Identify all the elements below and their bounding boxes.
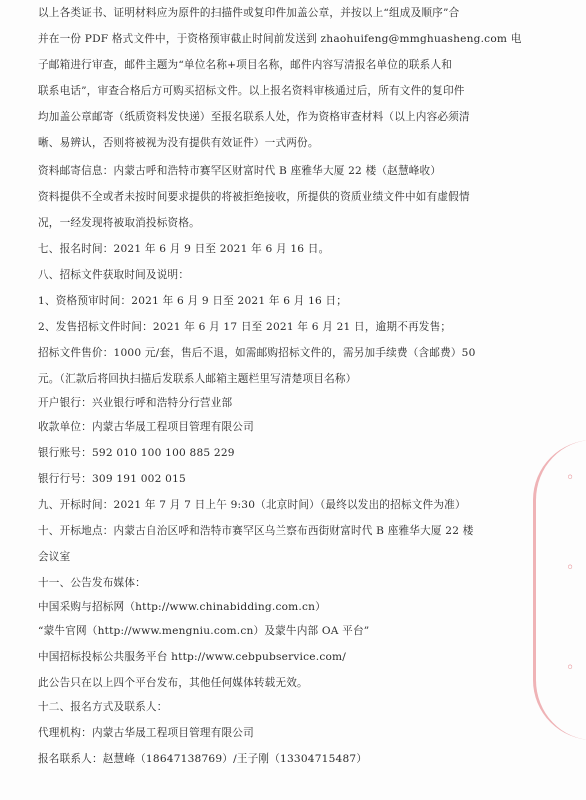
text-line: 1、资格预审时间：2021 年 6 月 9 日至 2021 年 6 月 16 日； [38,295,348,307]
text-line: 均加盖公章邮寄（纸质资料发快递）至报名联系人处，作为资格审查材料（以上内容必须清 [38,111,470,123]
text-line: 联系电话”，审查合格后方可购买招标文件。以上报名资料审核通过后，所有文件的复印件 [38,85,465,97]
text-line: 收款单位：内蒙古华晟工程项目管理有限公司 [38,421,254,433]
text-line: 以上各类证书、证明材料应为原件的扫描件或复印件加盖公章，并按以上“组成及顺序”合 [38,7,460,19]
text-line: 元。（汇款后将回执扫描后发联系人邮箱主题栏里写清楚项目名称） [38,373,357,385]
text-line: 十二、报名方式及联系人： [38,701,168,713]
text-line: “蒙牛官网（http://www.mengniu.com.cn）及蒙牛内部 OA 平台” [38,625,370,637]
text-line: 八、招标文件获取时间及说明： [38,269,190,281]
text-line: 十一、公告发布媒体： [38,577,146,589]
text-line: 晰、易辨认，否则将被视为没有提供有效证件）一式两份。 [38,137,319,149]
text-line: 银行行号：309 191 002 015 [38,473,186,485]
text-line: 报名联系人：赵慧峰（18647138769）/王子刚（13304715487） [38,753,368,765]
text-line: 开户银行：兴业银行呼和浩特分行营业部 [38,397,233,409]
text-line: 九、开标时间：2021 年 7 月 7 日上午 9:30（北京时间）（最终以发出的招标文件为准） [38,499,466,511]
text-line: 中国采购与招标网（http://www.chinabidding.com.cn） [38,601,326,613]
seal-mark-icon: ◦ [566,660,575,676]
text-line: 七、报名时间：2021 年 6 月 9 日至 2021 年 6 月 16 日。 [38,243,330,255]
text-line: 资料邮寄信息：内蒙古呼和浩特市赛罕区财富时代 B 座雅华大厦 22 楼（赵慧峰收） [38,165,442,177]
text-line: 中国招标投标公共服务平台 http://www.cebpubservice.com/ [38,651,347,663]
text-line: 代理机构：内蒙古华晟工程项目管理有限公司 [38,727,254,739]
text-line: 子邮箱进行审查，邮件主题为“单位名称+项目名称，邮件内容写清报名单位的联系人和 [38,59,453,71]
text-line: 此公告只在以上四个平台发布，其他任何媒体转载无效。 [38,677,308,689]
text-line: 招标文件售价：1000 元/套，售后不退，如需邮购招标文件的，需另加手续费（含邮费）50 [38,347,476,359]
text-line: 十、开标地点：内蒙古自治区呼和浩特市赛罕区乌兰察布西街财富时代 B 座雅华大厦 22 楼 [38,525,474,537]
text-line: 银行账号：592 010 100 100 885 229 [38,447,235,459]
text-line: 2、发售招标文件时间：2021 年 6 月 17 日至 2021 年 6 月 21 日，逾期不再发售； [38,321,452,333]
text-line: 况，一经发现将被取消投标资格。 [38,217,200,229]
text-line: 并在一份 PDF 格式文件中，于资格预审截止时间前发送到 zhaohuifeng@mmghuasheng.com 电 [38,33,522,45]
seal-mark-icon: ◦ [566,470,575,486]
text-line: 会议室 [38,551,71,563]
seal-mark-icon: ◦ [566,560,575,576]
text-line: 资料提供不全或者未按时间要求提供的将被拒绝接收，所提供的资质业绩文件中如有虚假情 [38,191,470,203]
